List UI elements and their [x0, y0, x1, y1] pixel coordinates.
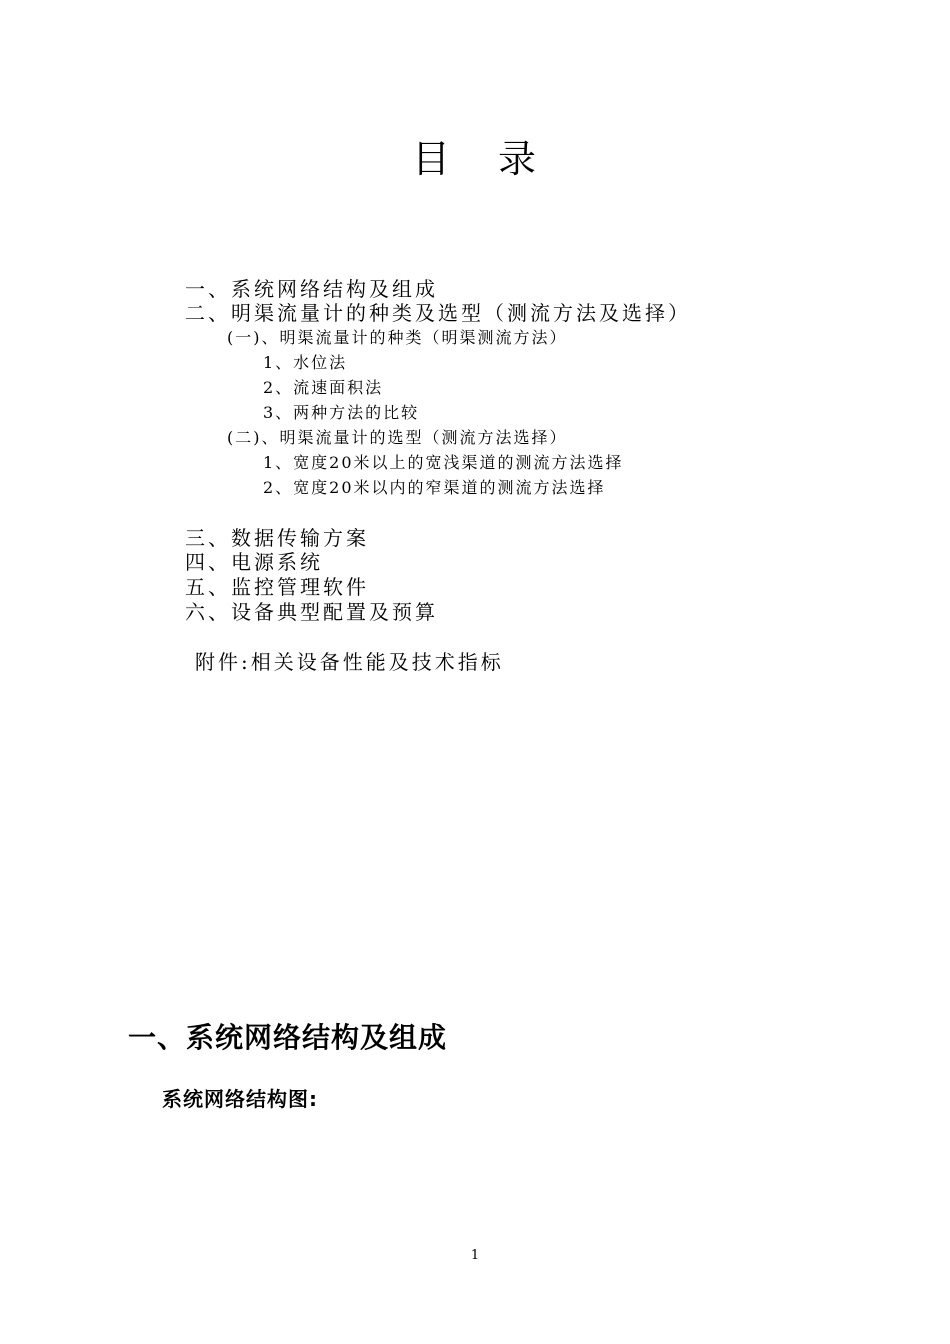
toc-item-2-2-1[interactable]: 1、宽度20米以上的宽浅渠道的测流方法选择	[263, 453, 624, 472]
toc-title-char-1: 目	[411, 137, 452, 181]
toc-item-5[interactable]: 五、监控管理软件	[185, 575, 369, 599]
toc-title-char-2: 录	[498, 137, 539, 181]
toc-item-2-1-1[interactable]: 1、水位法	[263, 353, 348, 372]
toc-item-2-2[interactable]: (二)、明渠流量计的选型（测流方法选择）	[227, 428, 568, 447]
toc-item-4[interactable]: 四、电源系统	[185, 550, 323, 574]
toc-item-2-1[interactable]: (一)、明渠流量计的种类（明渠测流方法）	[227, 328, 568, 347]
toc-item-6[interactable]: 六、设备典型配置及预算	[185, 600, 438, 624]
toc-title	[0, 128, 950, 183]
toc-item-2-1-3[interactable]: 3、两种方法的比较	[263, 403, 420, 422]
toc-item-3[interactable]: 三、数据传输方案	[185, 526, 369, 550]
toc-attachment[interactable]: 附件:相关设备性能及技术指标	[195, 650, 504, 674]
toc-item-2[interactable]: 二、明渠流量计的种类及选型（测流方法及选择）	[185, 301, 691, 325]
section-heading: 一、系统网络结构及组成	[128, 1021, 448, 1054]
section-subheading: 系统网络结构图:	[162, 1087, 318, 1111]
toc-item-1[interactable]: 一、系统网络结构及组成	[185, 277, 438, 301]
toc-item-2-2-2[interactable]: 2、宽度20米以内的窄渠道的测流方法选择	[263, 478, 606, 497]
page-number: 1	[470, 1248, 480, 1263]
toc-item-2-1-2[interactable]: 2、流速面积法	[263, 378, 384, 397]
